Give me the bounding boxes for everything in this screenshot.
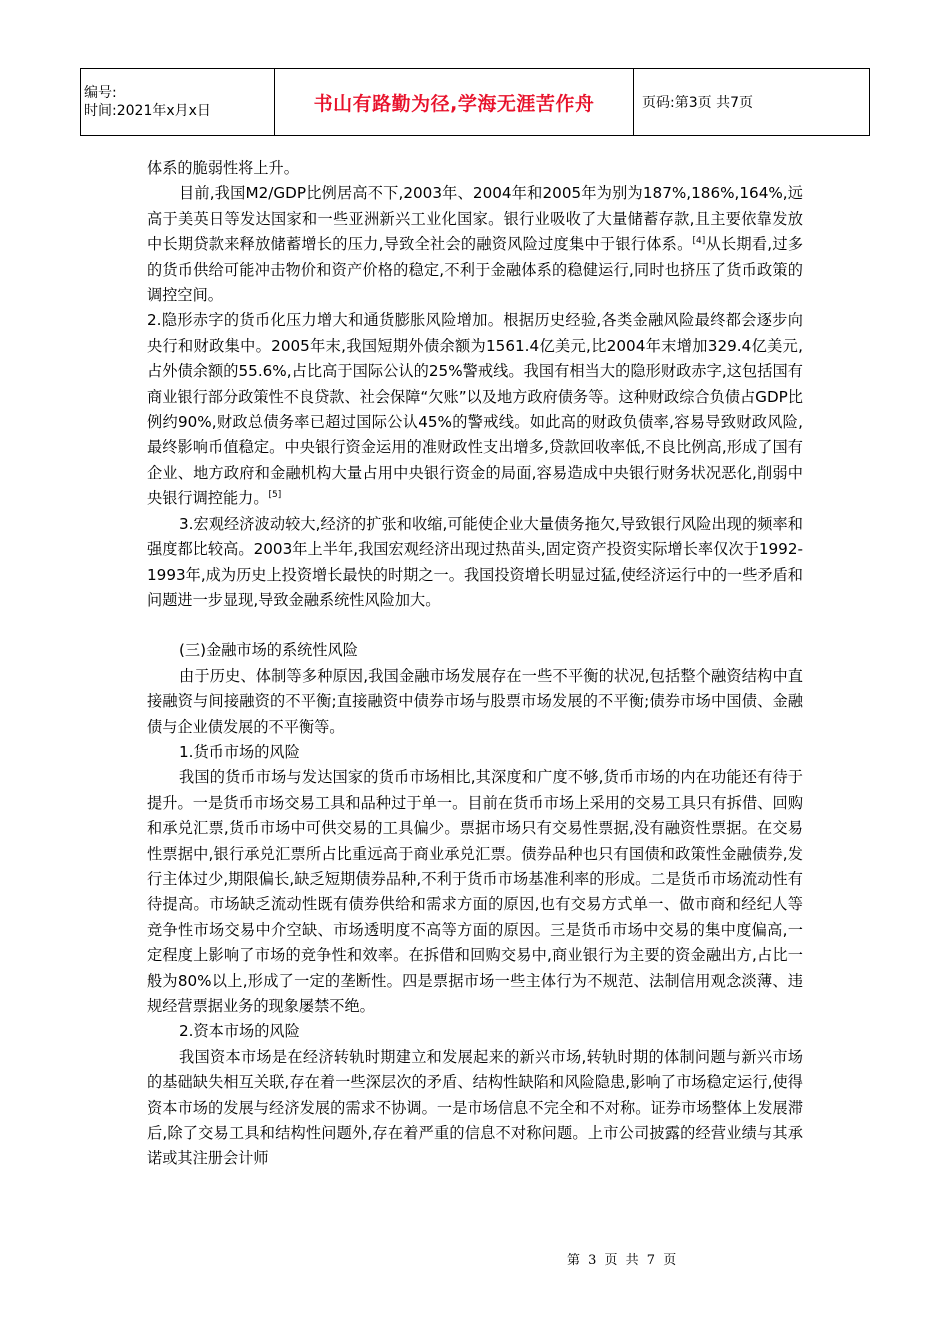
paragraph [147, 1045, 803, 1172]
subsection-heading [147, 1019, 803, 1044]
paragraph [147, 156, 803, 181]
header-motto: 书山有路勤为径,学海无涯苦作舟 [275, 69, 634, 136]
subsection-heading [147, 740, 803, 765]
document-header [80, 68, 870, 136]
paragraph-text: 2.隐形赤字的货币化压力增大和通货膨胀风险增加。根据历史经验,各类金融风险最终都会逐步向央行和财政集中。2005年末,我国短期外债余额为1561.4亿美元,比2004年末增加329.4亿美元,占外债余额的55.6%,占比高于国际公认的25%警戒线。我国有相当大的隐形财政赤字,这包括国有商业银行部分政策性不良贷款、社会保障“欠账”以及地方政府债务等。这种财政综合负债占GDP比例约90%,财政总债务率已超过国际公认45%的警戒线。如此高的财政负债率,容易导致财政风险,最终影响币值稳定。中央银行资金运用的准财政性支出增多,贷款回收率低,不良比例高,形成了国有企业、地方政府和金融机构大量占用中央银行资金的局面,容易造成中央银行财务状况恶化,削弱中央银行调控能力。 [147, 311, 803, 508]
citation-ref: [4] [692, 236, 706, 247]
heading-text: (三)金融市场的系统性风险 [179, 641, 358, 660]
heading-text: 2.资本市场的风险 [179, 1022, 300, 1041]
number-label: 编号: [84, 85, 117, 101]
paragraph [147, 308, 803, 511]
document-body [147, 156, 803, 1172]
paragraph-gap [147, 613, 803, 638]
paragraph-text: 我国资本市场是在经济转轨时期建立和发展起来的新兴市场,转轨时期的体制问题与新兴市场的基础缺失相互关联,存在着一些深层次的矛盾、结构性缺陷和风险隐患,影响了市场稳定运行,使得资本市场的发展与经济发展的需求不协调。一是市场信息不完全和不对称。证券市场整体上发展滞后,除了交易工具和结构性问题外,存在着严重的信息不对称问题。上市公司披露的经营业绩与其承诺或其注册会计师 [147, 1047, 803, 1168]
paragraph-text: 3.宏观经济波动较大,经济的扩张和收缩,可能使企业大量债务拖欠,导致银行风险出现的频率和强度都比较高。2003年上半年,我国宏观经济出现过热苗头,固定资产投资实际增长率仅次于1992-1993年,成为历史上投资增长最快的时期之一。我国投资增长明显过猛,使经济运行中的一些矛盾和问题进一步显现,导致金融系统性风险加大。 [147, 514, 803, 609]
header-page-info: 页码:第3页 共7页 [634, 69, 870, 136]
paragraph-text: 由于历史、体制等多种原因,我国金融市场发展存在一些不平衡的状况,包括整个融资结构中直接融资与间接融资的不平衡;直接融资中债券市场与股票市场发展的不平衡;债券市场中国债、金融债与企业债发展的不平衡等。 [147, 666, 803, 736]
paragraph [147, 512, 803, 614]
paragraph-text: 我国的货币市场与发达国家的货币市场相比,其深度和广度不够,货币市场的内在功能还有待于提升。一是货币市场交易工具和品种过于单一。目前在货币市场上采用的交易工具只有拆借、回购和承兑汇票,货币市场中可供交易的工具偏少。票据市场只有交易性票据,没有融资性票据。在交易性票据中,银行承兑汇票所占比重远高于商业承兑汇票。债券品种也只有国债和政策性金融债券,发行主体过少,期限偏长,缺乏短期债券品种,不利于货币市场基准利率的形成。二是货币市场流动性有待提高。市场缺乏流动性既有债券供给和需求方面的原因,也有交易方式单一、做市商和经纪人等竞争性市场交易中介空缺、市场透明度不高等方面的原因。三是货币市场中交易的集中度偏高,一定程度上影响了市场的竞争性和效率。在拆借和回购交易中,商业银行为主要的资金融出方,占比一般为80%以上,形成了一定的垄断性。四是票据市场一些主体行为不规范、法制信用观念淡薄、违规经营票据业务的现象屡禁不绝。 [147, 768, 803, 1015]
citation-ref: [5] [268, 490, 282, 501]
paragraph-text: 体系的脆弱性将上升。 [147, 159, 299, 177]
section-heading [147, 638, 803, 663]
paragraph-text: 目前,我国M2/GDP比例居高不下,2003年、2004年和2005年为别为187%,186%,164%,远高于美英日等发达国家和一些亚洲新兴工业化国家。银行业吸收了大量储蓄存款,且主要依靠发放中长期贷款来释放储蓄增长的压力,导致全社会的融资风险过度集中于银行体系。 [147, 184, 803, 254]
time-label: 时间:2021年x月x日 [84, 103, 211, 119]
header-meta-cell [81, 69, 275, 136]
paragraph [147, 664, 803, 740]
heading-text: 1.货币市场的风险 [179, 742, 300, 761]
paragraph [147, 765, 803, 1019]
paragraph-text: 从长期看,过多的货币供给可能冲击物价和资产价格的稳定,不利于金融体系的稳健运行,同时也挤压了货币政策的调控空间。 [147, 235, 804, 305]
paragraph [147, 181, 803, 308]
page-footer: 第 3 页 共 7 页 [567, 1253, 677, 1268]
